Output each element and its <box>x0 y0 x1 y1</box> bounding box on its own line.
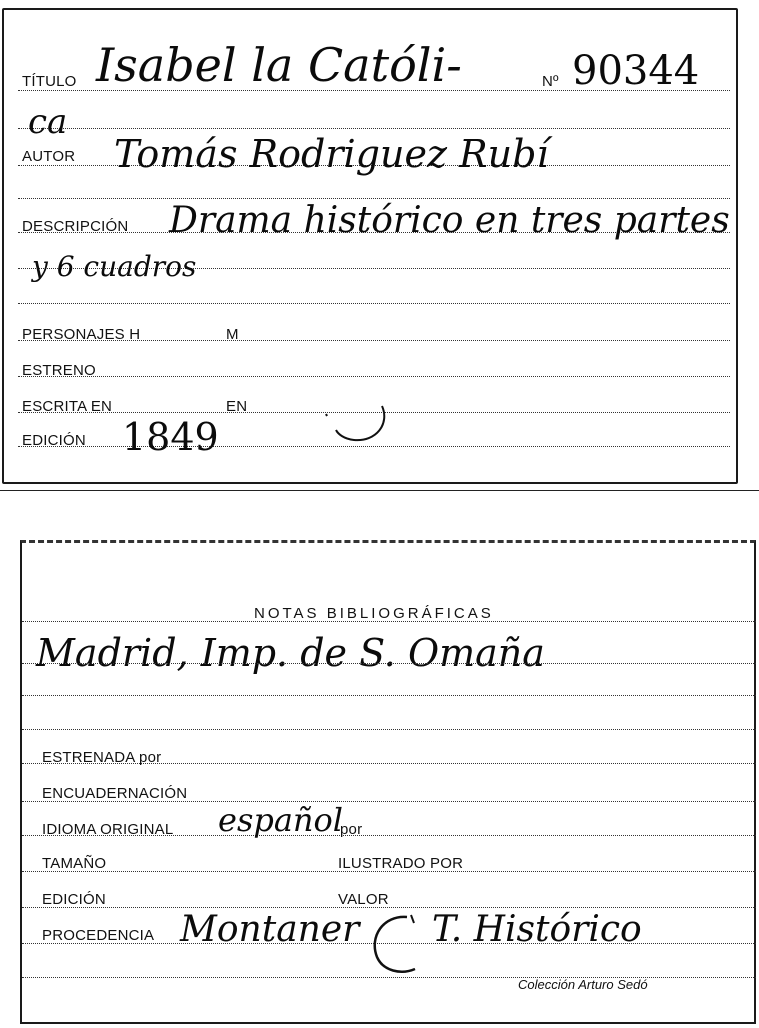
coleccion-stamp: Colección Arturo Sedó <box>518 977 648 992</box>
autor-value: Tomás Rodriguez Rubí <box>114 132 549 176</box>
titulo-value: Isabel la Católi- <box>96 38 462 92</box>
notas-title: NOTAS BIBLIOGRÁFICAS <box>254 605 494 622</box>
numero-value: 90344 <box>572 48 700 94</box>
autor-label: AUTOR <box>22 148 76 165</box>
descripcion-label: DESCRIPCIÓN <box>22 218 129 235</box>
catalog-card-back <box>20 540 756 1024</box>
pencil-mark <box>367 913 427 978</box>
edicion-value: 1849 <box>122 415 219 459</box>
catalog-card-front <box>2 8 738 484</box>
numero-label: Nº <box>542 73 559 90</box>
titulo-label: TÍTULO <box>22 73 77 90</box>
descripcion-value: Drama histórico en tres partes <box>169 200 730 241</box>
edicion-back-label: EDICIÓN <box>42 891 106 908</box>
tamano-label: TAMAÑO <box>42 855 107 872</box>
rule-titulo-2 <box>18 128 730 129</box>
card-separator <box>0 490 759 491</box>
valor-label: VALOR <box>338 891 389 908</box>
estrenada-label: ESTRENADA por <box>42 749 162 766</box>
idioma-label: IDIOMA ORIGINAL <box>42 821 174 838</box>
rule-notas-2 <box>22 663 756 664</box>
procedencia-value-2: T. Histórico <box>432 909 642 950</box>
procedencia-value: Montaner <box>180 909 360 950</box>
rule-edicion-back <box>22 907 756 908</box>
descripcion-value-continued: y 6 cuadros <box>32 250 197 283</box>
edicion-label: EDICIÓN <box>22 432 86 449</box>
titulo-value-continued: ca <box>28 102 68 142</box>
ilustrado-label: ILUSTRADO POR <box>338 855 464 872</box>
rule-autor-2 <box>18 198 730 199</box>
estreno-label: ESTRENO <box>22 362 96 379</box>
escrita-label: ESCRITA EN <box>22 398 113 415</box>
notas-value: Madrid, Imp. de S. Omaña <box>36 631 545 675</box>
escrita-en-label: EN <box>226 398 248 415</box>
rule-descripcion-3 <box>18 303 730 304</box>
personajes-m-label: M <box>226 326 239 343</box>
rule-notas-3 <box>22 695 756 696</box>
rule-estreno <box>18 376 730 377</box>
idioma-value: español <box>218 801 344 839</box>
idioma-por-label: por <box>340 821 363 838</box>
encuadernacion-label: ENCUADERNACIÓN <box>42 785 188 802</box>
procedencia-label: PROCEDENCIA <box>42 927 155 944</box>
pencil-mark <box>324 400 394 450</box>
rule-notas-1 <box>22 621 756 622</box>
rule-notas-4 <box>22 729 756 730</box>
personajes-label: PERSONAJES H <box>22 326 141 343</box>
